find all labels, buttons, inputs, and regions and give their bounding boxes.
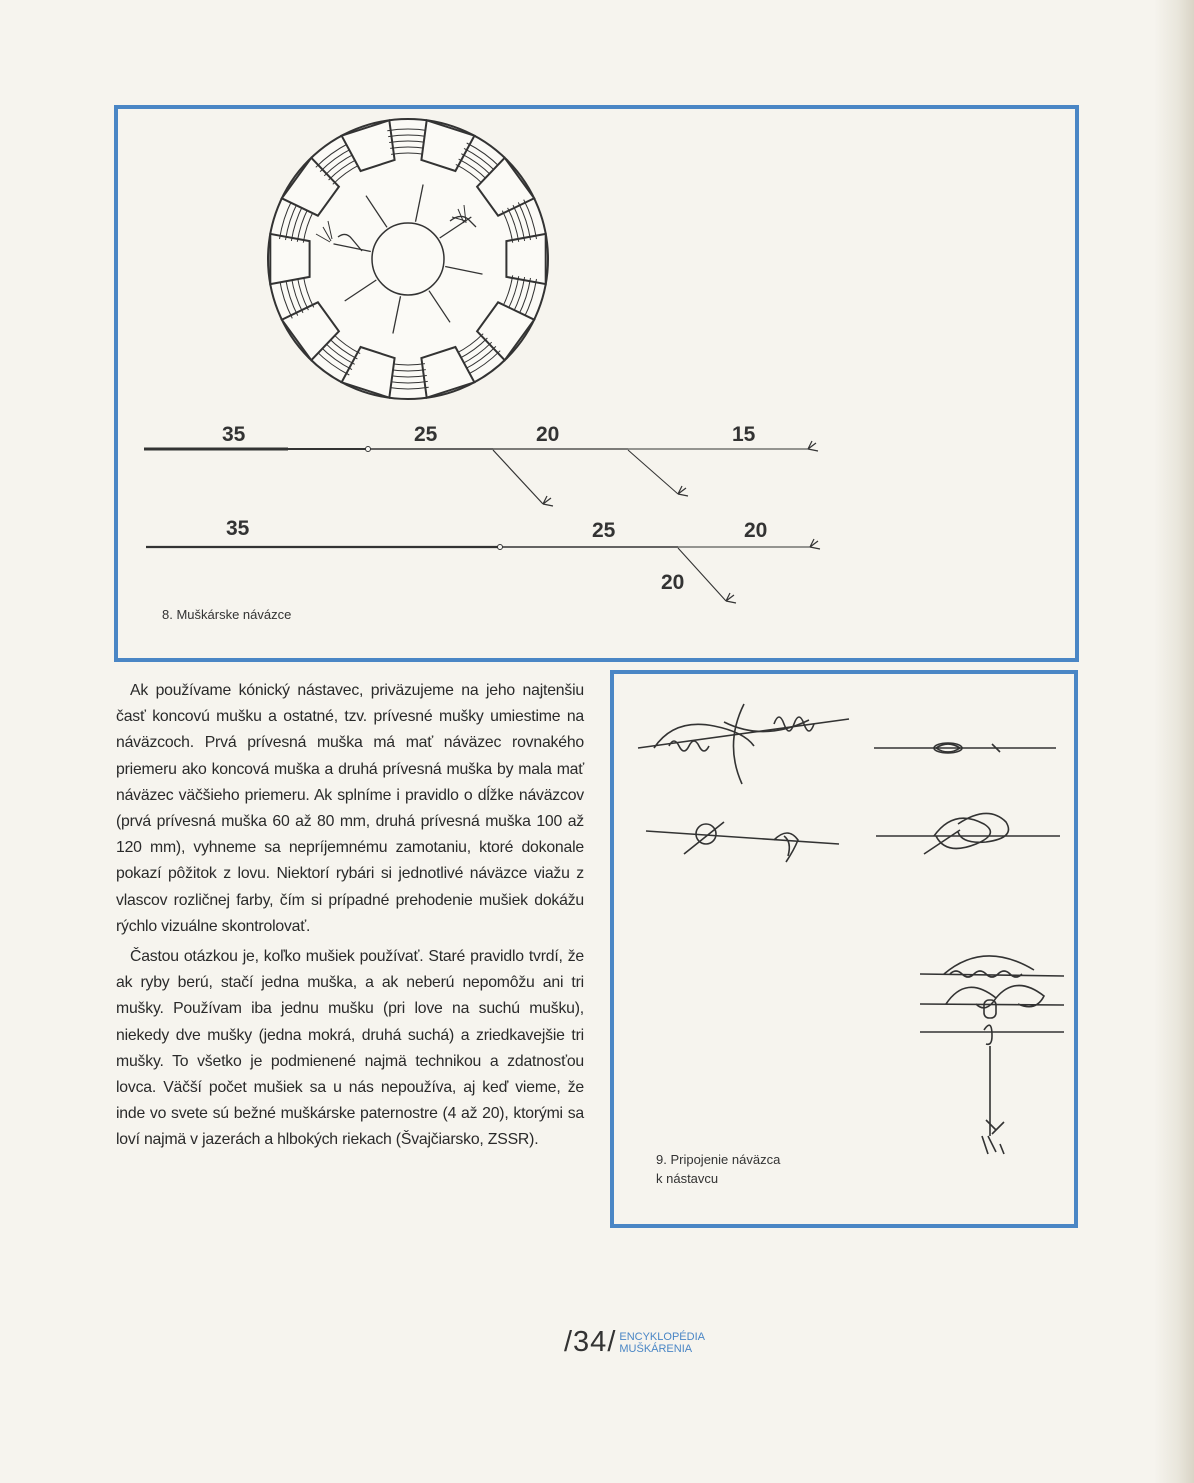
leader-wallet-drawing <box>268 119 548 399</box>
knot-3-drawing <box>646 822 839 862</box>
paragraph-1: Ak používame kónický nástavec, priväzujeme na jeho najtenšiu časť koncovú mušku a ostatné, tzv. prívesné mušky umiestime na náväzcoch. Prvá prívesná muška má mať náväzec rovnakého priemeru ako koncová muška a druhá prívesná muška by mala mať náväzec väčšieho priemeru. Ak splníme i pravidlo o dĺžke náväzcov (prvá prívesná muška 60 až 80 mm, druhá prívesná muška 100 až 120 mm), vyhneme sa nepríjemnému zamotaniu, ktoré dokonale pokazí pôžitok z lovu. Niektorí rybári si jednotlivé náväzce viažu z vlascov rozličnej farby, čím si prípadné prehodenie mušiek dokážu rýchlo vizuálne skontrolovať. <box>116 682 584 935</box>
figure-9-frame <box>610 670 1078 1228</box>
knot-1-drawing <box>638 704 849 784</box>
leader-line-1 <box>144 441 818 506</box>
book-spine-shadow <box>1154 0 1194 1483</box>
book-title <box>619 1331 705 1355</box>
leader-diagram <box>118 109 1075 658</box>
paragraph-2: Častou otázkou je, koľko mušiek používať. Staré pravidlo tvrdí, že ak ryby berú, stačí jedna muška, a ak neberú nepomôžu ani tri mušky. Používam iba jednu mušku (pri love na suchú mušku), niekedy dve mušky (jedna mokrá, druhá suchá) a zriedkavejšie tri mušky. To všetko je podmienené najmä technikou a zdatnosťou lovca. Väčší počet mušiek sa u nás nepoužíva, aj keď vieme, že inde vo svete sú bežné muškárske paternostre (4 až 20), ktorými sa loví najmä v jazerách a hlbokých riekach (Švajčiarsko, ZSSR). <box>116 948 584 1149</box>
figure-8-caption: 8. Muškárske návázce <box>162 607 292 622</box>
book-title-line-1: ENCYKLOPÉDIA <box>619 1330 705 1343</box>
knot-5-drawing <box>920 956 1064 1154</box>
page-number: /34/ <box>564 1326 617 1358</box>
line1-label-15: 15 <box>732 423 756 446</box>
line2-label-20: 20 <box>744 519 768 542</box>
body-text <box>116 678 584 1154</box>
line1-label-35: 35 <box>222 423 246 446</box>
knot-diagrams <box>614 674 1074 1224</box>
book-title-line-2: MUŠKÁRENIA <box>619 1342 693 1355</box>
line2-label-25: 25 <box>592 519 616 542</box>
page-footer <box>564 1326 705 1359</box>
figure-9-caption <box>656 1150 856 1188</box>
knot-4-drawing <box>876 813 1060 854</box>
line2-label-35: 35 <box>226 517 250 540</box>
line1-label-25: 25 <box>414 423 438 446</box>
leader-line-2 <box>146 539 820 603</box>
knot-2-drawing <box>874 743 1056 753</box>
line2-dropper-label-20: 20 <box>661 571 685 594</box>
line1-label-20: 20 <box>536 423 560 446</box>
figure-8-frame <box>114 105 1079 662</box>
figure-9-caption-line-1: 9. Pripojenie náväzca <box>656 1152 781 1167</box>
figure-9-caption-line-2: k nástavcu <box>656 1171 719 1186</box>
